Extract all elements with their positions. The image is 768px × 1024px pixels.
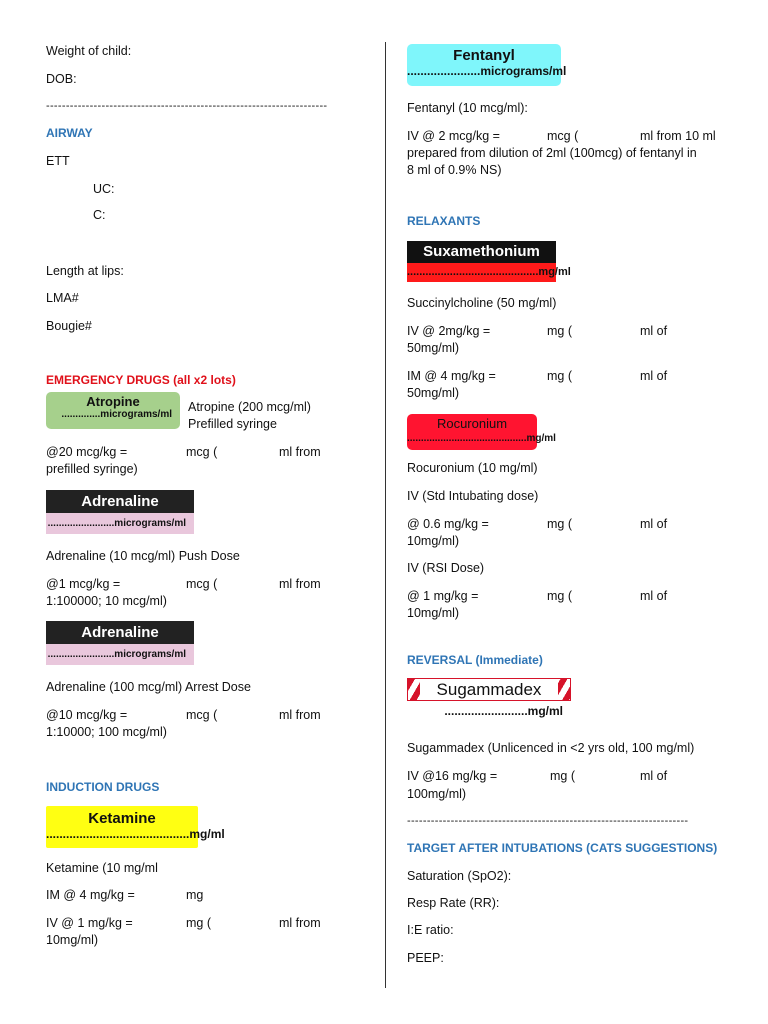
ketamine-description: Ketamine (10 mg/ml [46,861,158,875]
atropine-dose-mcg: mcg ( [186,445,218,459]
rocuronium-rsi-dose-mg: mg ( [547,589,572,603]
adrenaline-arrest-label-title: Adrenaline [81,624,159,641]
suxamethonium-iv-dose-mg: mg ( [547,324,572,338]
rocuronium-description: Rocuronium (10 mg/ml) [407,461,538,475]
sugammadex-label-unit: .........................mg/ml [444,704,563,718]
rocuronium-std-dose-text: @ 0.6 mg/kg = [407,517,489,531]
adrenaline-push-label [46,490,194,534]
atropine-label-title: Atropine [86,394,140,409]
atropine-label-unit: ..............micrograms/ml [61,409,172,420]
suxamethonium-syringe-label [407,241,571,282]
rocuronium-rsi-dose-source: 10mg/ml) [407,606,460,620]
target-after-intubation-heading: TARGET AFTER INTUBATIONS (CATS SUGGESTIONS) [407,841,718,855]
c-label: C: [93,208,106,222]
fentanyl-label-title: Fentanyl [453,47,515,64]
suxamethonium-iv-dose-ml: ml of [640,324,668,338]
saturation-label: Saturation (SpO2): [407,869,512,883]
fentanyl-iv-dose-mcg: mcg ( [547,129,579,143]
relaxants-heading: RELAXANTS [407,214,481,228]
suxamethonium-im-dose-text: IM @ 4 mg/kg = [407,369,496,383]
bougie-label: Bougie# [46,319,92,333]
rocuronium-std-dose-source: 10mg/ml) [407,534,460,548]
atropine-syringe-label [46,392,180,429]
uc-label: UC: [93,182,115,196]
fentanyl-dilution-text-2: 8 ml of 0.9% NS) [407,163,502,177]
rocuronium-label-unit: ...........................................mg/ml [407,433,556,444]
adrenaline-arrest-label-unit: ........................micrograms/ml [47,649,186,660]
ketamine-iv-dose-ml: ml from [279,916,321,930]
sugammadex-iv-dose-text: IV @16 mg/kg = [407,769,498,783]
rocuronium-std-dose-ml: ml of [640,517,668,531]
atropine-dose-text: @20 mcg/kg = [46,445,128,459]
ie-ratio-label: I:E ratio: [407,923,454,937]
suxamethonium-label-unit: ...........................................mg/ml [407,266,571,278]
adrenaline-push-dose-text: @1 mcg/kg = [46,577,121,591]
atropine-dose-source: prefilled syringe) [46,462,138,476]
suxamethonium-label-title: Suxamethonium [423,243,540,260]
adrenaline-arrest-label [46,621,194,665]
dob-label: DOB: [46,72,77,86]
sugammadex-iv-dose-source: 100mg/ml) [407,787,467,801]
ketamine-iv-dose-source: 10mg/ml) [46,933,99,947]
rocuronium-rsi-heading: IV (RSI Dose) [407,561,485,575]
induction-drugs-heading: INDUCTION DRUGS [46,780,160,794]
atropine-description: Atropine (200 mcg/ml) [188,400,311,414]
rocuronium-syringe-label [407,414,556,450]
sugammadex-label-title: Sugammadex [420,679,558,700]
ketamine-im-dose-text: IM @ 4 mg/kg = [46,888,135,902]
sugammadex-iv-dose-ml: ml of [640,769,668,783]
sugammadex-syringe-label [407,678,571,722]
airway-heading: AIRWAY [46,126,93,140]
length-at-lips-label: Length at lips: [46,264,124,278]
adrenaline-arrest-dose-source: 1:10000; 100 mcg/ml) [46,725,167,739]
adrenaline-push-dose-ml: ml from [279,577,321,591]
adrenaline-push-label-title: Adrenaline [81,493,159,510]
atropine-dose-ml: ml from [279,445,321,459]
fentanyl-dilution-text: prepared from dilution of 2ml (100mcg) of fentanyl in [407,146,697,160]
succinylcholine-description: Succinylcholine (50 mg/ml) [407,296,557,310]
adrenaline-push-label-unit: ........................micrograms/ml [47,518,186,529]
column-divider [385,42,386,988]
emergency-drugs-heading: EMERGENCY DRUGS (all x2 lots) [46,373,236,387]
separator-dashes: ----------------------------------------------------------------------- [46,100,328,112]
rocuronium-std-heading: IV (Std Intubating dose) [407,489,539,503]
rocuronium-label-title: Rocuronium [436,416,508,431]
adrenaline-push-dose-mcg: mcg ( [186,577,218,591]
suxamethonium-iv-dose-text: IV @ 2mg/kg = [407,324,491,338]
adrenaline-arrest-description: Adrenaline (100 mcg/ml) Arrest Dose [46,680,251,694]
suxamethonium-iv-dose-source: 50mg/ml) [407,341,460,355]
atropine-description-2: Prefilled syringe [188,417,277,431]
fentanyl-syringe-label [407,44,567,86]
weight-of-child-label: Weight of child: [46,44,132,58]
ketamine-syringe-label [46,806,225,848]
sugammadex-iv-dose-mg: mg ( [550,769,575,783]
suxamethonium-im-dose-source: 50mg/ml) [407,386,460,400]
ketamine-label-title: Ketamine [88,810,156,827]
suxamethonium-im-dose-ml: ml of [640,369,668,383]
rocuronium-rsi-dose-ml: ml of [640,589,668,603]
rocuronium-std-dose-mg: mg ( [547,517,572,531]
ett-label: ETT [46,154,70,168]
adrenaline-arrest-dose-text: @10 mcg/kg = [46,708,128,722]
ketamine-label-unit: ...........................................mg/ml [46,827,225,841]
adrenaline-push-dose-source: 1:100000; 10 mcg/ml) [46,594,167,608]
suxamethonium-im-dose-mg: mg ( [547,369,572,383]
separator-dashes-right: ----------------------------------------------------------------------- [407,815,689,827]
ketamine-iv-dose-text: IV @ 1 mg/kg = [46,916,133,930]
adrenaline-arrest-dose-mcg: mcg ( [186,708,218,722]
fentanyl-label-unit: ......................micrograms/ml [407,64,567,78]
fentanyl-iv-dose-text: IV @ 2 mcg/kg = [407,129,500,143]
adrenaline-arrest-dose-ml: ml from [279,708,321,722]
fentanyl-description: Fentanyl (10 mcg/ml): [407,101,528,115]
fentanyl-iv-dose-ml: ml from 10 ml [640,129,716,143]
lma-label: LMA# [46,291,79,305]
reversal-heading: REVERSAL (Immediate) [407,653,543,667]
resp-rate-label: Resp Rate (RR): [407,896,500,910]
rocuronium-rsi-dose-text: @ 1 mg/kg = [407,589,479,603]
sugammadex-description: Sugammadex (Unlicenced in <2 yrs old, 100 mg/ml) [407,741,695,755]
peep-label: PEEP: [407,951,444,965]
adrenaline-push-description: Adrenaline (10 mcg/ml) Push Dose [46,549,240,563]
ketamine-im-dose-mg: mg [186,888,204,902]
ketamine-iv-dose-mg: mg ( [186,916,211,930]
